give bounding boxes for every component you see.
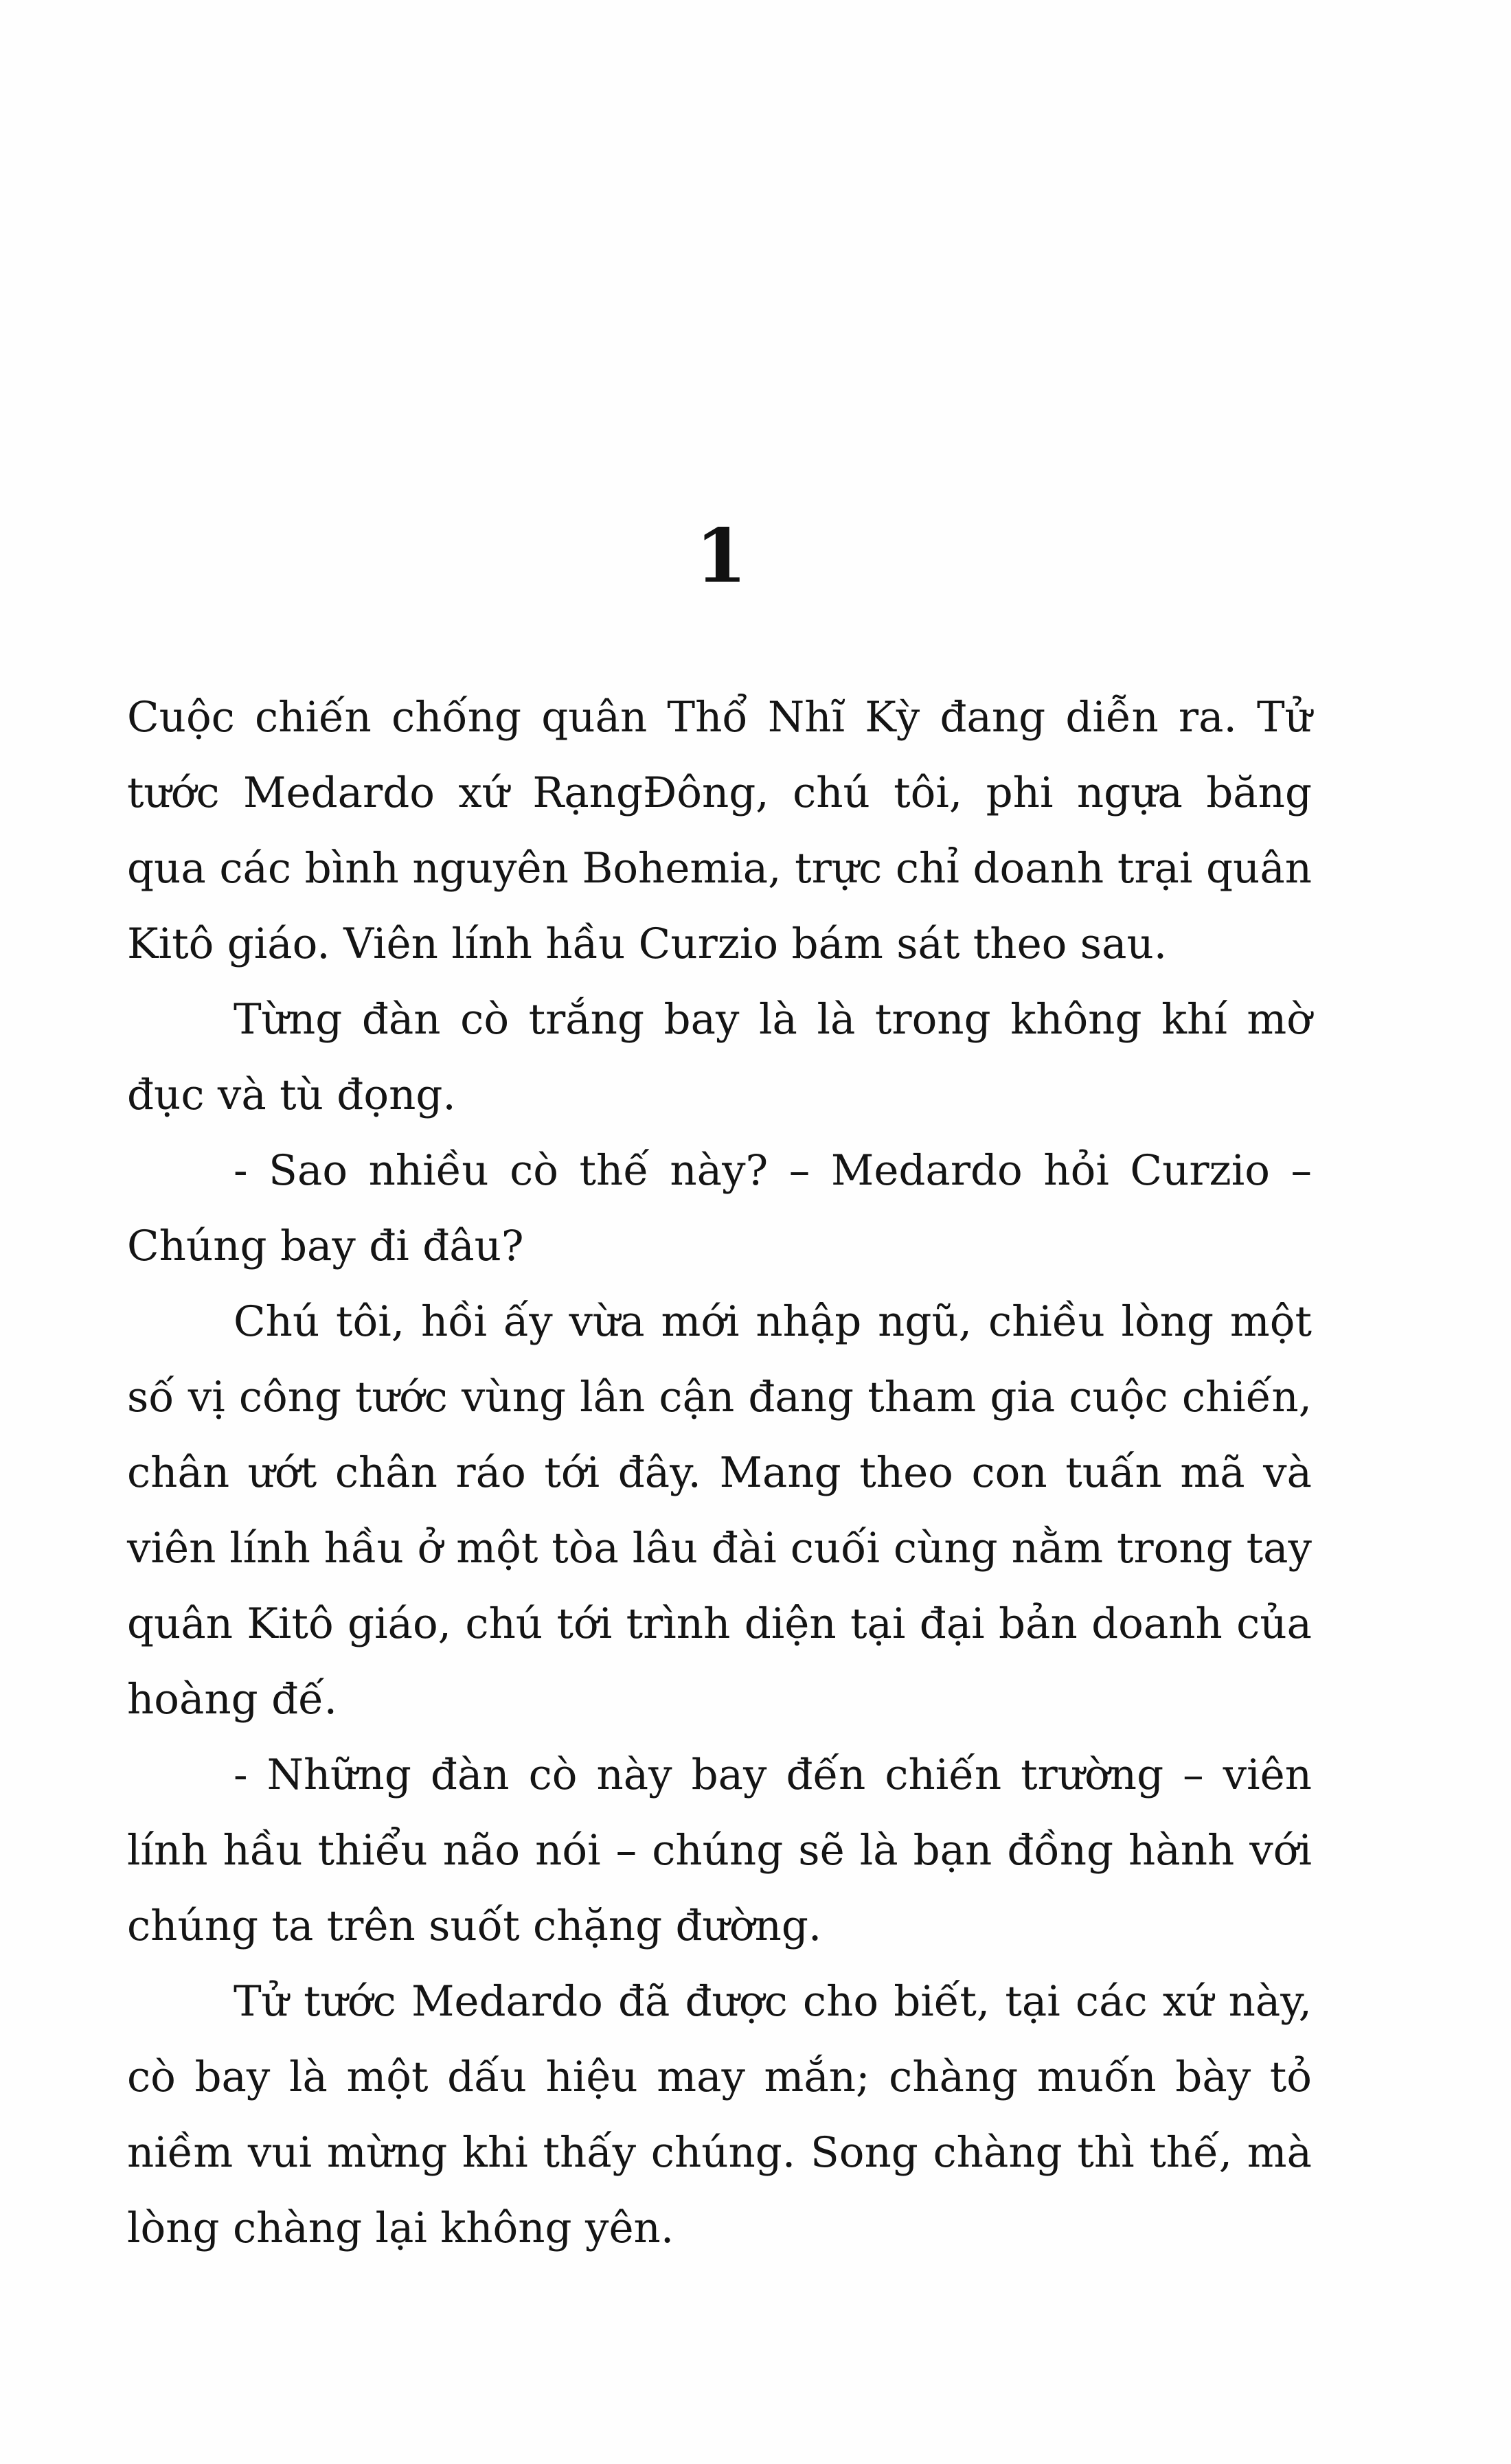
- paragraph: Tử tước Medardo đã được cho biết, tại các xứ này, cò bay là một dấu hiệu may mắn; chàng muốn bày tỏ niềm vui mừng khi thấy chúng. Song chàng thì thế, mà lòng chàng lại không yên.: [127, 1977, 1312, 2252]
- chapter-body: [127, 680, 1312, 2266]
- paragraph: Từng đàn cò trắng bay là là trong không khí mờ đục và tù đọng.: [127, 995, 1312, 1119]
- paragraph: - Sao nhiều cò thế này? – Medardo hỏi Curzio – Chúng bay đi đâu?: [127, 1146, 1312, 1270]
- chapter-number: 1: [695, 513, 747, 600]
- paragraph: Cuộc chiến chống quân Thổ Nhĩ Kỳ đang diễn ra. Tử tước Medardo xứ RạngĐông, chú tôi, phi ngựa băng qua các bình nguyên Bohemia, trực chỉ doanh trại quân Kitô giáo. Viên lính hầu Curzio bám sát theo sau.: [127, 693, 1312, 968]
- paragraph: Chú tôi, hồi ấy vừa mới nhập ngũ, chiều lòng một số vị công tước vùng lân cận đang tham gia cuộc chiến, chân ướt chân ráo tới đây. Mang theo con tuấn mã và viên lính hầu ở một tòa lâu đài cuối cùng nằm trong tay quân Kitô giáo, chú tới trình diện tại đại bản doanh của hoàng đế.: [127, 1297, 1312, 1724]
- paragraph: - Những đàn cò này bay đến chiến trường – viên lính hầu thiểu não nói – chúng sẽ là bạn đồng hành với chúng ta trên suốt chặng đường.: [127, 1750, 1312, 1950]
